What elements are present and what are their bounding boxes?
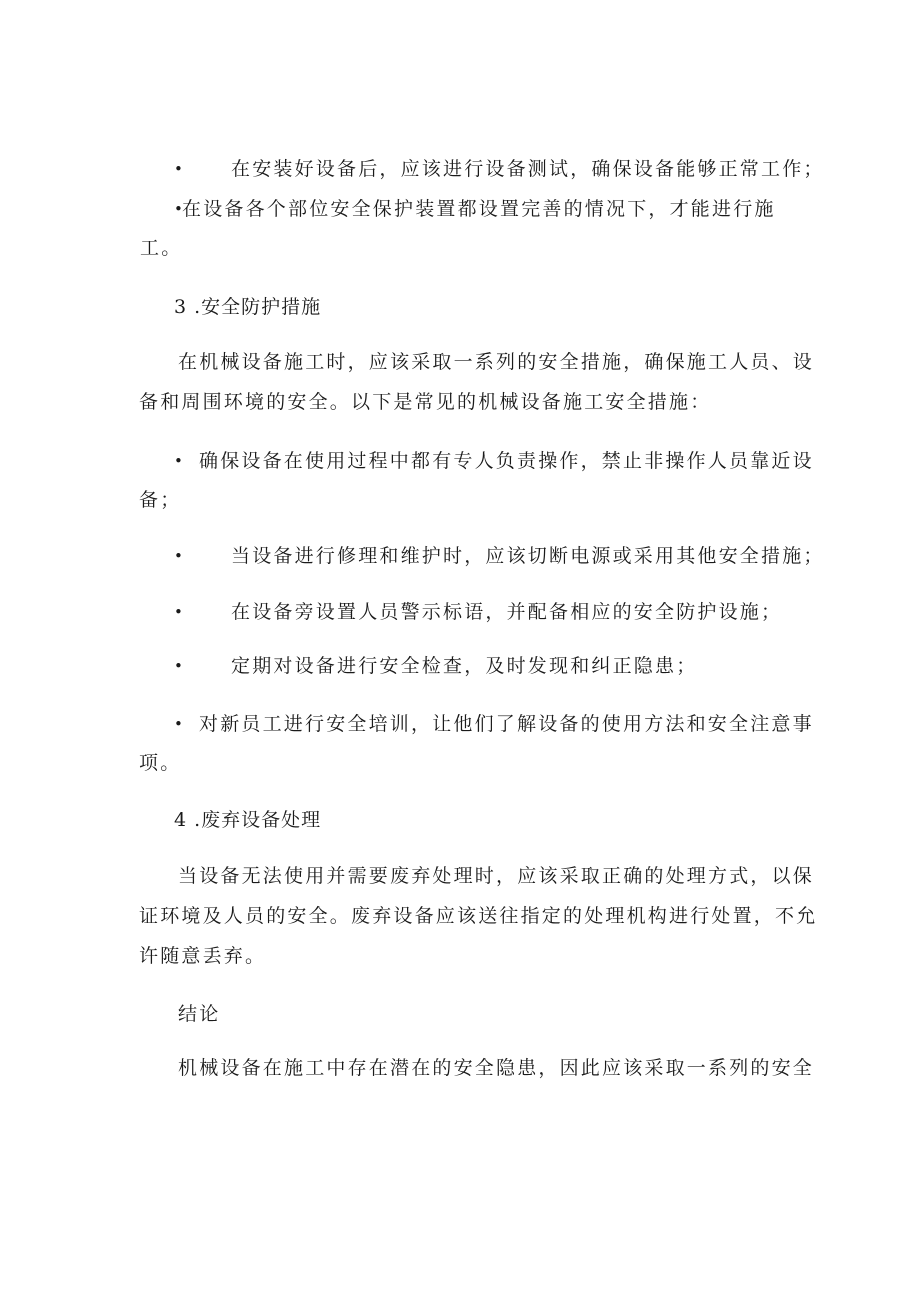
conclusion-title: 结论	[178, 1003, 221, 1025]
section-heading: 4 .废弃设备处理	[174, 809, 322, 831]
section-heading: 3 .安全防护措施	[174, 296, 322, 318]
bullet-text: 在安装好设备后，应该进行设备测试，确保设备能够正常工作；	[231, 158, 825, 180]
bullet-marker: •	[174, 657, 183, 675]
bullet-text: 在设备各个部位安全保护装置都设置完善的情况下，才能进行施	[182, 198, 776, 220]
bullet-marker: •	[174, 715, 183, 733]
paragraph-line: 当设备无法使用并需要废弃处理时，应该采取正确的处理方式，以保	[178, 865, 815, 887]
bullet-text-continued: 工。	[140, 237, 183, 259]
paragraph-line: 在机械设备施工时，应该采取一系列的安全措施，确保施工人员、设	[178, 351, 815, 373]
bullet-marker: •	[174, 547, 183, 565]
bullet-text: 在设备旁设置人员警示标语，并配备相应的安全防护设施；	[231, 601, 783, 623]
paragraph-line: 备和周围环境的安全。以下是常见的机械设备施工安全措施：	[139, 391, 712, 413]
bullet-marker: •	[174, 452, 183, 470]
bullet-text-continued: 备；	[139, 489, 182, 511]
bullet-marker: •	[174, 200, 183, 218]
bullet-text: 确保设备在使用过程中都有专人负责操作，禁止非操作人员靠近设	[199, 450, 814, 472]
paragraph-line: 机械设备在施工中存在潜在的安全隐患，因此应该采取一系列的安全	[178, 1057, 815, 1079]
bullet-text: 定期对设备进行安全检查，及时发现和纠正隐患；	[231, 655, 698, 677]
bullet-text: 对新员工进行安全培训，让他们了解设备的使用方法和安全注意事	[199, 713, 814, 735]
bullet-text-continued: 项。	[139, 752, 182, 774]
paragraph-line: 许随意丢弃。	[139, 945, 267, 967]
bullet-marker: •	[174, 160, 183, 178]
bullet-text: 当设备进行修理和维护时，应该切断电源或采用其他安全措施；	[231, 545, 825, 567]
bullet-marker: •	[174, 603, 183, 621]
paragraph-line: 证环境及人员的安全。废弃设备应该送往指定的处理机构进行处置，不允	[139, 905, 818, 927]
